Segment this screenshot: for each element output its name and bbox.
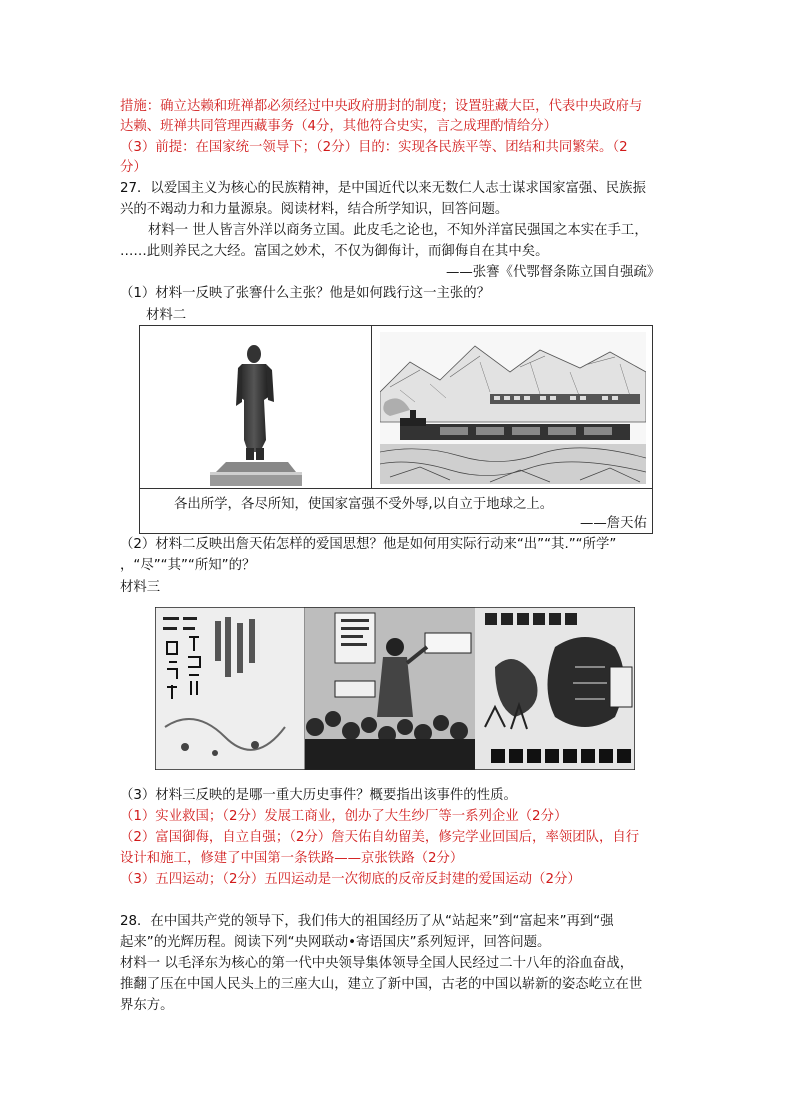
question-3: （3）材料三反映的是哪一重大历史事件？概要指出该事件的性质。 [120,788,517,803]
q28-material-1-line3: 界东方。 [120,998,174,1013]
material-2-label: 材料二 [146,308,187,323]
material-2-table [139,325,653,534]
question-28-line2: 起来”的光辉历程。阅读下列“央网联动•寄语国庆”系列短评，回答问题。 [120,935,551,950]
question-27-line1: 27．以爱国主义为核心的民族精神，是中国近代以来无数仁人志士谋求国家富强、民族振 [120,181,646,196]
answer-1: （1）实业救国；（2分）发展工商业，创办了大生纱厂等一系列企业（2分） [120,809,568,824]
material-1-line2: ……此则养民之大经。富国之妙术，不仅为御侮计，而御侮自在其中矣。 [120,244,549,259]
question-2-line2: ，“尽”“其”“所知”的？ [120,558,256,573]
material-1-source: ——张謇《代鄂督条陈立国自强疏》 [446,265,661,280]
question-28-line1: 28．在中国共产党的领导下，我们伟大的祖国经历了从“站起来”到“富起来”再到“强 [120,914,614,929]
answer-2-line1: （2）富国御侮，自立自强；（2分）詹天佑自幼留美，修完学业回国后，率领团队，自行 [120,830,640,845]
may-fourth-poster-image [155,607,635,770]
answer-3-line2: 分） [120,160,147,175]
q28-material-1-line2: 推翻了压在中国人民头上的三座大山，建立了新中国，古老的中国以崭新的姿态屹立在世 [120,977,643,992]
answer-measures-line2: 达赖、班禅共同管理西藏事务（4分，其他符合史实，言之成理酌情给分） [120,119,558,134]
q28-material-1-line1: 材料一 以毛泽东为核心的第一代中央领导集体领导全国人民经过二十八年的浴血奋战， [120,956,634,971]
material-2-quote-source: ——詹天佑 [580,516,647,531]
answer-2-line2: 设计和施工，修建了中国第一条铁路——京张铁路（2分） [120,851,464,866]
statue-image [206,340,306,486]
material-3-label: 材料三 [120,580,161,595]
material-1-line1: 材料一 世人皆言外洋以商务立国。此皮毛之论也，不知外洋富民强国之本实在手工， [148,223,648,238]
question-27-line2: 兴的不竭动力和力量源泉。阅读材料，结合所学知识，回答问题。 [120,202,509,217]
answer-3-line1: （3）前提：在国家统一领导下；（2分）目的：实现各民族平等、团结和共同繁荣。（2 [120,140,628,155]
answer-3: （3）五四运动；（2分）五四运动是一次彻底的反帝反封建的爱国运动（2分） [120,872,581,887]
question-1: （1）材料一反映了张謇什么主张？他是如何践行这一主张的？ [120,286,491,301]
answer-measures-line1: 措施：确立达赖和班禅都必须经过中央政府册封的制度；设置驻藏大臣，代表中央政府与 [120,99,643,114]
material-2-quote: 各出所学，各尽所知，使国家富强不受外辱,以自立于地球之上。 [174,497,554,512]
question-2-line1: （2）材料二反映出詹天佑怎样的爱国思想？他是如何用实际行动来“出”“其.”“所学” [120,537,617,552]
railway-train-image [380,332,646,484]
